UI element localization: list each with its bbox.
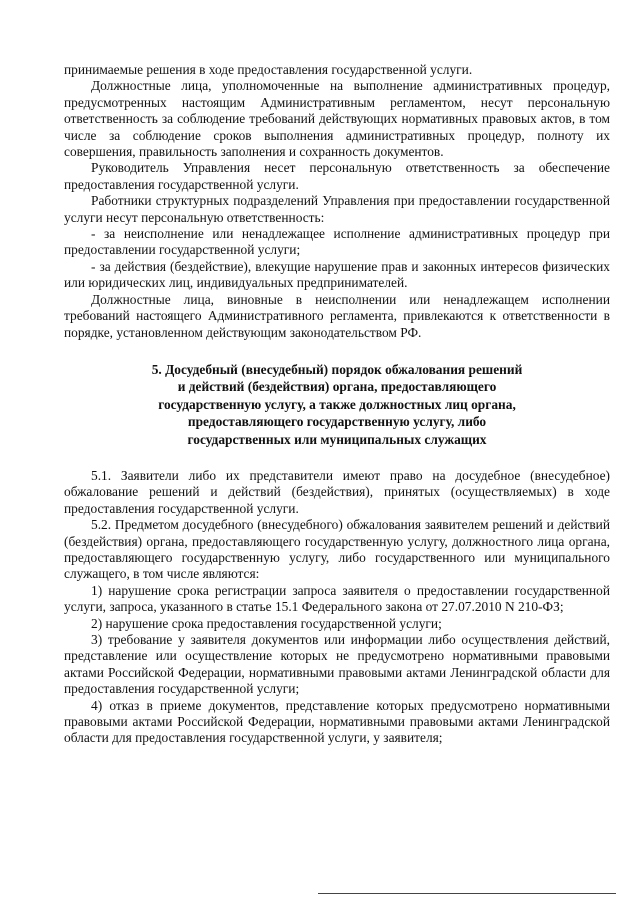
paragraph: 1) нарушение срока регистрации запроса заявителя о предоставлении государственной услуги, запроса, указанного в статье 15.1 Федерального закона от 27.07.2010 N 210-ФЗ;	[64, 582, 610, 615]
paragraph: 2) нарушение срока предоставления государственной услуги;	[91, 615, 442, 631]
section-heading-line: и действий (бездействия) органа, предоставляющего	[177, 379, 497, 395]
paragraph: 5.2. Предметом досудебного (внесудебного) обжалования заявителем решений и действий (бездействия) органа, предоставляющего государственную услугу, должностного лица органа, предоставляющего государственную услугу, либо государственного или муниципального служащего, в том числе являются:	[64, 517, 610, 582]
paragraph: 3) требование у заявителя документов или информации либо осуществления действий, представление или осуществление которых не предусмотрено нормативными правовыми актами Российской Федерации, нормативными правовыми актами Ленинградской области для предоставления государственной услуги;	[64, 632, 610, 697]
paragraph: Руководитель Управления несет персональную ответственность за обеспечение предоставления государственной услуги.	[64, 160, 610, 192]
paragraph: принимаемые решения в ходе предоставления государственной услуги.	[64, 62, 473, 77]
section-heading-line: 5. Досудебный (внесудебный) порядок обжалования решений	[151, 361, 523, 377]
paragraph: 5.1. Заявители либо их представители имеют право на досудебное (внесудебное) обжалование решений и действий (бездействия), принятых (осуществляемых) в ходе предоставления государственной услуги.	[64, 467, 610, 516]
paragraph: - за неисполнение или ненадлежащее исполнение административных процедур при предоставлении государственной услуги;	[64, 226, 610, 258]
document-page	[64, 62, 610, 747]
section-heading-line: государственную услугу, а также должностных лиц органа,	[158, 396, 516, 412]
footer-rule	[318, 893, 616, 894]
section-heading-line: предоставляющего государственную услугу, либо	[187, 414, 487, 430]
paragraph: Должностные лица, уполномоченные на выполнение административных процедур, предусмотренных настоящим Административным регламентом, несут персональную ответственность за соблюдение требований действующих нормативных правовых актов, в том числе за соблюдение сроков выполнения административных процедур, полноту их совершения, правильность заполнения и сохранность документов.	[64, 78, 610, 160]
paragraph: Должностные лица, виновные в неисполнении или ненадлежащем исполнении требований настоящего Административного регламента, привлекаются к ответственности в порядке, установленном действующим законодательством РФ.	[64, 291, 610, 340]
paragraph: - за действия (бездействие), влекущие нарушение прав и законных интересов физических или юридических лиц, индивидуальных предпринимателей.	[64, 258, 610, 291]
section-heading	[64, 361, 610, 448]
paragraph: 4) отказ в приеме документов, представление которых предусмотрено нормативными правовыми актами Российской Федерации, нормативными правовыми актами Ленинградской области для предоставления государственной услуги, у заявителя;	[64, 697, 610, 746]
section-heading-line: государственных или муниципальных служащих	[187, 431, 487, 447]
paragraph: Работники структурных подразделений Управления при предоставлении государственной услуги несут персональную ответственность:	[64, 193, 610, 225]
